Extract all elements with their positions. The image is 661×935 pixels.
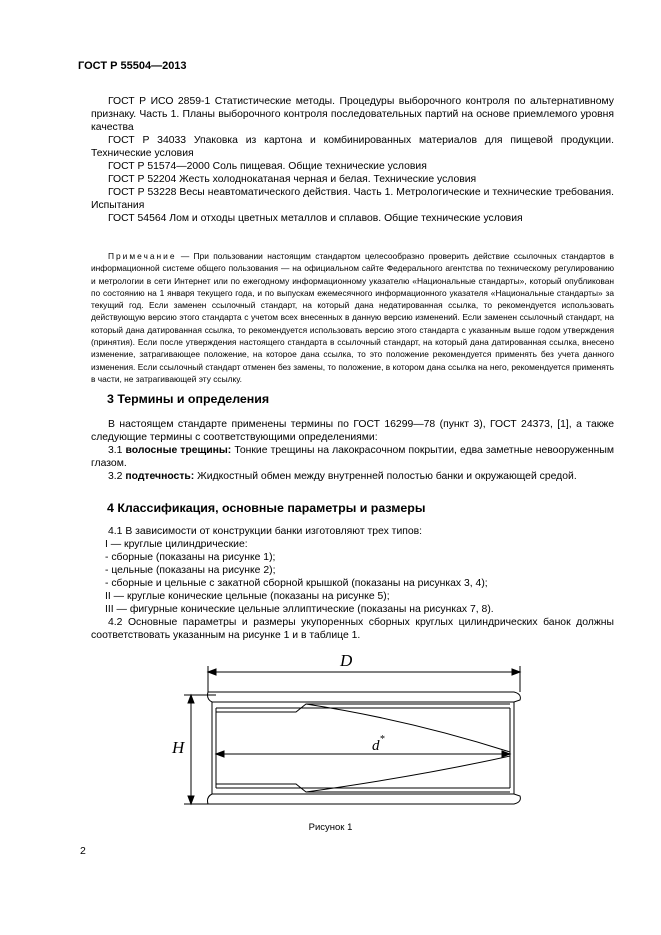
arrow-left xyxy=(208,669,216,675)
page-number: 2 xyxy=(80,845,86,857)
label-d-inner: d xyxy=(372,738,380,754)
term-definition xyxy=(91,470,614,483)
document-header: ГОСТ Р 55504—2013 xyxy=(78,60,187,72)
can-bottom-bead xyxy=(212,784,514,794)
label-h: H xyxy=(172,738,185,757)
term-number: 3.2 xyxy=(108,471,126,482)
note-label: Примечание xyxy=(108,251,177,261)
can-bottom-seam xyxy=(208,794,521,804)
arrow-right xyxy=(512,669,520,675)
section-4-heading: 4 Классификация, основные параметры и размеры xyxy=(107,501,426,515)
arrow-top xyxy=(188,695,194,703)
arrow-inner-left xyxy=(216,751,224,757)
section-3-heading: 3 Термины и определения xyxy=(107,392,270,406)
type-3: III — фигурные конические цельные эллиптические (показаны на рисунках 7, 8). xyxy=(105,604,494,615)
section-3-intro: В настоящем стандарте применены термины по ГОСТ 16299—78 (пункт 3), ГОСТ 24373, [1], а также следующие термины с соответствующими определениями: xyxy=(91,419,614,443)
paragraph-4-2: 4.2 Основные параметры и размеры укупоренных сборных круглых цилиндрических банок должны соответствовать указанным на рисунке 1 и в таблице 1. xyxy=(91,617,614,641)
reference-item: ГОСТ Р 53228 Весы неавтоматического действия. Часть 1. Метрологические и технические требования. Испытания xyxy=(91,187,614,211)
type-2: II — круглые конические цельные (показаны на рисунке 5); xyxy=(105,591,390,602)
reference-item: ГОСТ Р 51574—2000 Соль пищевая. Общие технические условия xyxy=(108,161,427,172)
term-name: подтечность: xyxy=(125,471,195,482)
reference-item: ГОСТ Р 52204 Жесть холоднокатаная черная и белая. Технические условия xyxy=(108,174,477,185)
can-top-seam xyxy=(208,692,521,702)
paragraph-4-1: 4.1 В зависимости от конструкции банки изготовляют трех типов: xyxy=(108,526,423,537)
type-1: I — круглые цилиндрические: xyxy=(105,539,248,550)
term-definition xyxy=(91,444,614,470)
section-3-body xyxy=(91,418,614,483)
label-d-inner-asterisk: * xyxy=(380,734,385,745)
term-text: Жидкостный обмен между внутренней полостью банки и окружающей средой. xyxy=(194,471,577,482)
list-item: - сборные и цельные с закатной сборной крышкой (показаны на рисунках 3, 4); xyxy=(105,578,488,589)
list-item: - цельные (показаны на рисунке 2); xyxy=(105,565,276,576)
section-break-top xyxy=(306,704,510,752)
reference-item: ГОСТ 54564 Лом и отходы цветных металлов и сплавов. Общие технические условия xyxy=(108,213,523,224)
term-number: 3.1 xyxy=(108,445,126,456)
reference-item: ГОСТ Р 34033 Упаковка из картона и комбинированных материалов для пищевой продукции. Технические условия xyxy=(91,135,614,159)
note-paragraph xyxy=(91,250,614,385)
arrow-bottom xyxy=(188,796,194,804)
can-drawing xyxy=(160,652,528,822)
section-break-bottom xyxy=(306,756,510,792)
figure-caption: Рисунок 1 xyxy=(308,822,353,833)
term-name: волосные трещины: xyxy=(125,445,232,456)
normative-references xyxy=(91,95,614,225)
can-top-bead xyxy=(212,702,514,712)
section-4-body xyxy=(91,525,614,642)
list-item: - сборные (показаны на рисунке 1); xyxy=(105,552,276,563)
term-text: Тонкие трещины на лакокрасочном покрытии, едва заметные невооруженным глазом. xyxy=(91,445,615,469)
label-d-outer: D xyxy=(340,652,353,670)
reference-item: ГОСТ Р ИСО 2859-1 Статистические методы. Процедуры выборочного контроля по альтернативному признаку. Часть 1. Планы выборочного контроля последовательных партий на основе приемлемого уровня качества xyxy=(91,96,614,133)
note-text: — При пользовании настоящим стандартом целесообразно проверить действие ссылочных стандартов в информационной системе общего пользования — на официальном сайте Федерального агентства по техническому регулированию и метрологии в сети Интернет или по ежегодному информационному указателю «Национальные стандарты», который опубликован по состоянию на 1 января текущего года, и по выпускам ежемесячного информационного указателя «Национальные стандарты» за текущий год. Если заменен ссылочный стандарт, на который дана недатированная ссылка, то рекомендуется использовать действующую версию этого стандарта с учетом всех внесенных в данную версию изменений. Если заменен ссылочный стандарт, на который дана датированная ссылка, то рекомендуется использовать версию этого стандарта с указанным выше годом утверждения (принятия). Если после утверждения настоящего стандарта в ссылочный стандарт, на который дана датированная ссылка, внесено изменение, затрагивающее положение, на которое дана ссылка, то это положение рекомендуется применять без учета данного изменения. Если ссылочный стандарт отменен без замены, то положение, в котором дана ссылка на него, рекомендуется применять в части, не затрагивающей эту ссылку. xyxy=(91,251,614,384)
